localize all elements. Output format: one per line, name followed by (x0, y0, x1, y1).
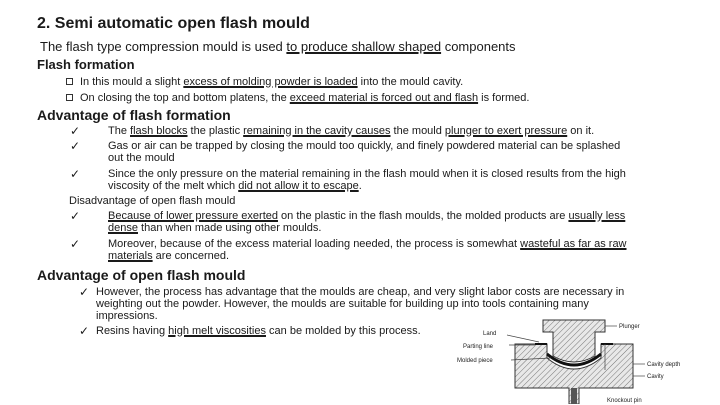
text-line: weighting out the powder. However, the moulds are suitable for building up into tools containing many (96, 298, 589, 310)
disadvantage-item-2 (70, 237, 627, 262)
checkmark-icon: ✓ (70, 209, 81, 223)
label-molded-piece: Molded piece (457, 358, 493, 364)
checkmark-icon: ✓ (70, 237, 81, 251)
bullet-underlined: excess of molding powder is loaded (183, 76, 358, 88)
text-line: out the mould (108, 152, 175, 164)
heading-disadvantage: Disadvantage of open flash mould (69, 195, 236, 207)
checkmark-icon: ✓ (70, 139, 81, 153)
text: . (358, 180, 362, 192)
underlined-text: wasteful as far as raw (520, 238, 627, 250)
flash-bullet-1 (80, 76, 463, 88)
text: on it. (567, 125, 595, 137)
advantage-flash-item-2 (70, 139, 621, 164)
checkmark-icon: ✓ (70, 124, 81, 138)
text: than when made using other moulds. (137, 222, 322, 234)
label-knockout-pin: Knockout pin (607, 398, 642, 404)
label-parting-line: Parting line (463, 344, 494, 350)
knockout-pin-shape (571, 388, 577, 404)
text: on the plastic in the flash moulds, the molded products are (277, 210, 569, 222)
underlined-text: flash blocks (130, 125, 188, 137)
text-line: Gas or air can be trapped by closing the mould too quickly, and finely powdered material can be splashed (108, 140, 621, 152)
label-plunger: Plunger (619, 324, 640, 330)
label-cavity: Cavity (647, 374, 664, 380)
heading-advantage-open: Advantage of open flash mould (37, 267, 246, 283)
heading-advantage-flash: Advantage of flash formation (37, 107, 231, 123)
underlined-text: materials (108, 250, 153, 262)
checkmark-icon: ✓ (79, 285, 90, 299)
text-line (108, 222, 625, 234)
checkmark-icon: ✓ (79, 324, 90, 338)
text: Moreover, because of the excess material loading needed, the process is somewhat (108, 238, 521, 250)
label-land: Land (483, 331, 497, 337)
advantage-flash-item-3 (70, 167, 626, 192)
label-cavity-depth: Cavity depth (647, 362, 681, 368)
text: the mould (390, 125, 445, 137)
underlined-text: usually less (568, 210, 626, 222)
checkmark-icon: ✓ (70, 167, 81, 181)
text-line (108, 210, 625, 222)
intro-text-end: components (441, 39, 516, 54)
square-bullet-icon (66, 94, 73, 101)
underlined-text: Because of lower pressure exerted (108, 210, 278, 222)
text-line (108, 250, 627, 262)
text-line (108, 180, 626, 192)
flash-bullet-2 (80, 92, 529, 104)
advantage-flash-item-1 (70, 124, 595, 138)
bullet-text-end: is formed. (478, 92, 530, 104)
bullet-text: On closing the top and bottom platens, the (80, 92, 290, 104)
underlined-text: did not allow it to escape (238, 180, 359, 192)
text-line: impressions. (96, 310, 158, 322)
text-line (108, 238, 627, 250)
bullet-underlined: exceed material is forced out and flash (289, 92, 479, 104)
page-title: 2. Semi automatic open flash mould (37, 15, 310, 32)
bullet-text-end: into the mould cavity. (357, 76, 464, 88)
text-line: However, the process has advantage that the moulds are cheap, and very slight labor costs are necessary in (96, 286, 625, 298)
text: the plastic (187, 125, 244, 137)
square-bullet-icon (66, 78, 73, 85)
text: The (108, 125, 131, 137)
underlined-text: dense (108, 222, 138, 234)
text: viscosity of the melt which (108, 180, 239, 192)
intro-line (40, 39, 516, 54)
underlined-text: plunger to exert pressure (444, 125, 568, 137)
underlined-text: high melt viscosities (168, 325, 266, 337)
advantage-open-item-1 (79, 285, 625, 322)
disadvantage-item-1 (70, 209, 626, 234)
text: can be molded by this process. (265, 325, 421, 337)
flash-mould-diagram (455, 318, 685, 404)
bullet-text: In this mould a slight (80, 76, 184, 88)
intro-text: The flash type compression mould is used (40, 39, 287, 54)
plunger-shape (543, 320, 605, 362)
intro-underlined: to produce shallow shaped (286, 39, 442, 54)
text: Resins having (96, 325, 169, 337)
text-line: Since the only pressure on the material remaining in the flash mould when it is closed results from the high (108, 168, 626, 180)
underlined-text: remaining in the cavity causes (243, 125, 391, 137)
advantage-open-item-2 (79, 324, 421, 338)
text: are concerned. (152, 250, 230, 262)
heading-flash-formation: Flash formation (37, 57, 135, 72)
